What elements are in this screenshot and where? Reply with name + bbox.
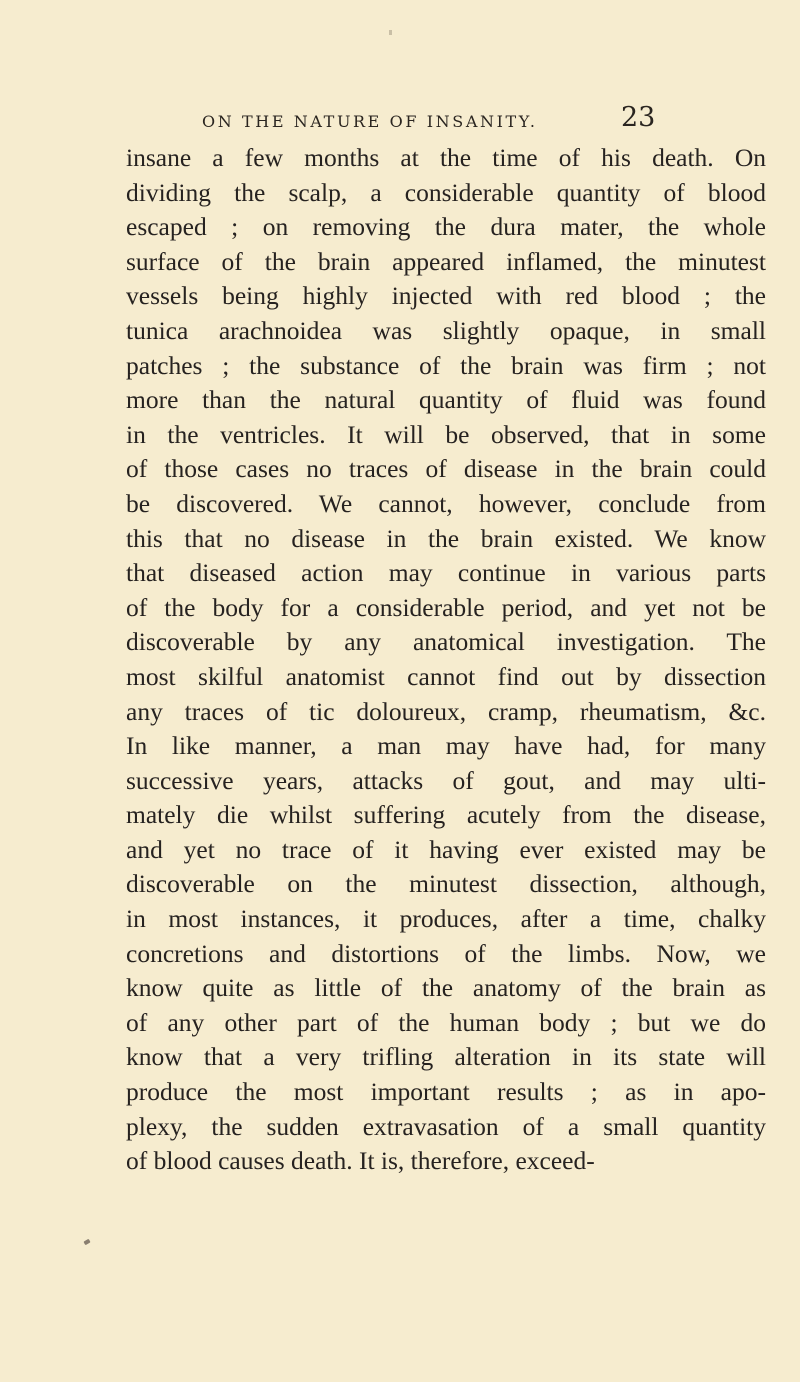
text-line: surface of the brain appeared inflamed, the minutest — [126, 246, 766, 276]
text-line: in most instances, it produces, after a time, chalky — [126, 904, 766, 934]
text-line: of any other part of the human body ; but we do — [126, 1007, 766, 1037]
text-line: successive years, attacks of gout, and may ulti- — [126, 765, 766, 795]
text-line: most skilful anatomist cannot find out by dissection — [126, 661, 766, 691]
text-line: any traces of tic doloureux, cramp, rheumatism, &c. — [126, 696, 766, 726]
ink-speck — [83, 1239, 90, 1245]
text-line-last: of blood causes death. It is, therefore, exceed- — [126, 1146, 595, 1176]
text-line: be discovered. We cannot, however, conclude from — [126, 488, 766, 518]
text-line: know quite as little of the anatomy of the brain as — [126, 973, 766, 1003]
text-line: dividing the scalp, a considerable quantity of blood — [126, 177, 766, 207]
text-line: patches ; the substance of the brain was firm ; not — [126, 350, 766, 380]
text-line: vessels being highly injected with red blood ; the — [126, 281, 766, 311]
text-line: discoverable on the minutest dissection, although, — [126, 869, 766, 899]
text-line: plexy, the sudden extravasation of a small quantity — [126, 1111, 766, 1141]
text-line: escaped ; on removing the dura mater, the whole — [126, 212, 766, 242]
body-text — [126, 141, 766, 1179]
text-line: concretions and distortions of the limbs. Now, we — [126, 938, 766, 968]
text-line: of the body for a considerable period, and yet not be — [126, 592, 766, 622]
text-line: more than the natural quantity of fluid was found — [126, 385, 766, 415]
text-line: know that a very trifling alteration in its state will — [126, 1042, 766, 1072]
text-line: and yet no trace of it having ever existed may be — [126, 834, 766, 864]
text-line: produce the most important results ; as in apo- — [126, 1077, 766, 1107]
page-number: 23 — [621, 102, 656, 133]
text-line: discoverable by any anatomical investigation. The — [126, 627, 766, 657]
running-title: ON THE NATURE OF INSANITY. — [202, 112, 538, 131]
text-line: tunica arachnoidea was slightly opaque, in small — [126, 315, 766, 345]
text-line: this that no disease in the brain existed. We know — [126, 523, 766, 553]
text-line: of those cases no traces of disease in the brain could — [126, 454, 766, 484]
running-head — [0, 102, 800, 146]
paper-mark — [389, 30, 392, 35]
text-line: that diseased action may continue in various parts — [126, 558, 766, 588]
text-line: mately die whilst suffering acutely from the disease, — [126, 800, 766, 830]
text-line: in the ventricles. It will be observed, that in some — [126, 419, 766, 449]
text-line: insane a few months at the time of his death. On — [126, 143, 766, 172]
text-line: In like manner, a man may have had, for many — [126, 731, 766, 761]
